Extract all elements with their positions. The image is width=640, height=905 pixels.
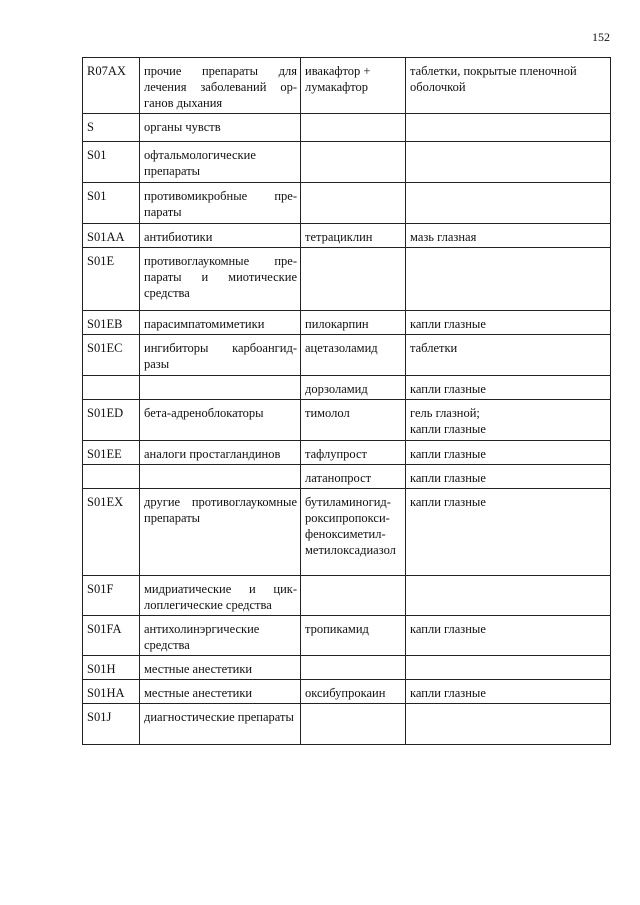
substance-cell: дорзоламид (301, 376, 406, 400)
pharm-group-cell (140, 465, 301, 489)
substance-cell: ивакафтор + лумакафтор (301, 58, 406, 114)
pharm-group-cell: местные анестетики (140, 656, 301, 680)
substance-cell (301, 114, 406, 142)
atc-code-cell: S01EB (83, 311, 140, 335)
pharm-group-cell: противоглаукомные препараты и миотические средства (140, 248, 301, 311)
pharm-group-cell: антихолинэргические средства (140, 616, 301, 656)
dosage-form-cell (406, 114, 611, 142)
dosage-form-cell: капли глазные (406, 680, 611, 704)
substance-cell (301, 142, 406, 183)
dosage-form-cell: капли глазные (406, 441, 611, 465)
substance-cell: бутиламиногидроксипропоксифеноксиметилметилоксадиазол (301, 489, 406, 576)
atc-code-cell: S01E (83, 248, 140, 311)
dosage-form-cell (406, 248, 611, 311)
pharm-group-cell: парасимпатомиметики (140, 311, 301, 335)
atc-code-cell: S01J (83, 704, 140, 745)
substance-cell (301, 656, 406, 680)
dosage-form-cell (406, 656, 611, 680)
table-row (83, 400, 611, 441)
pharm-group-cell: аналоги простагландинов (140, 441, 301, 465)
table-row (83, 58, 611, 114)
table-row (83, 704, 611, 745)
pharm-group-cell: местные анестетики (140, 680, 301, 704)
pharm-group-cell: диагностические препараты (140, 704, 301, 745)
pharm-group-cell: противомикробные препараты (140, 183, 301, 224)
table-row (83, 224, 611, 248)
pharm-group-cell: антибиотики (140, 224, 301, 248)
atc-code-cell: S01HA (83, 680, 140, 704)
table-row (83, 114, 611, 142)
dosage-form-cell: мазь глазная (406, 224, 611, 248)
table-row (83, 248, 611, 311)
pharm-group-cell: прочие препараты для лечения заболеваний органов дыхания (140, 58, 301, 114)
atc-code-cell: S01F (83, 576, 140, 616)
atc-code-cell: S01AA (83, 224, 140, 248)
substance-cell: пилокарпин (301, 311, 406, 335)
pharm-group-cell: органы чувств (140, 114, 301, 142)
pharm-group-cell: ингибиторы карбоангидразы (140, 335, 301, 376)
substance-cell (301, 704, 406, 745)
dosage-form-cell: гель глазной; капли глазные (406, 400, 611, 441)
dosage-form-cell (406, 183, 611, 224)
atc-code-cell: R07AX (83, 58, 140, 114)
table-row (83, 142, 611, 183)
atc-code-cell (83, 465, 140, 489)
pharm-group-cell (140, 376, 301, 400)
dosage-form-cell: капли глазные (406, 311, 611, 335)
drug-table (82, 57, 611, 745)
pharm-group-cell: мидриатические и циклоплегические средства (140, 576, 301, 616)
table-row (83, 183, 611, 224)
table-row (83, 616, 611, 656)
dosage-form-cell: капли глазные (406, 465, 611, 489)
table-row (83, 465, 611, 489)
substance-cell: тафлупрост (301, 441, 406, 465)
dosage-form-cell: капли глазные (406, 616, 611, 656)
table-row (83, 441, 611, 465)
atc-code-cell: S01EC (83, 335, 140, 376)
substance-cell: тимолол (301, 400, 406, 441)
dosage-form-cell: таблетки (406, 335, 611, 376)
dosage-form-cell (406, 142, 611, 183)
atc-code-cell: S01EE (83, 441, 140, 465)
substance-cell (301, 183, 406, 224)
table-row (83, 576, 611, 616)
atc-code-cell: S01 (83, 142, 140, 183)
atc-code-cell: S01FA (83, 616, 140, 656)
atc-code-cell: S01EX (83, 489, 140, 576)
substance-cell: ацетазоламид (301, 335, 406, 376)
dosage-form-cell: таблетки, покрытые пленочной оболочкой (406, 58, 611, 114)
atc-code-cell: S01H (83, 656, 140, 680)
dosage-form-cell: капли глазные (406, 489, 611, 576)
atc-code-cell (83, 376, 140, 400)
dosage-form-cell: капли глазные (406, 376, 611, 400)
table-row (83, 680, 611, 704)
substance-cell (301, 576, 406, 616)
atc-code-cell: S01ED (83, 400, 140, 441)
pharm-group-cell: бета-адреноблокаторы (140, 400, 301, 441)
table-row (83, 656, 611, 680)
table-row (83, 311, 611, 335)
pharm-group-cell: офтальмологические препараты (140, 142, 301, 183)
atc-code-cell: S01 (83, 183, 140, 224)
table-row (83, 376, 611, 400)
dosage-form-cell (406, 576, 611, 616)
substance-cell (301, 248, 406, 311)
atc-code-cell: S (83, 114, 140, 142)
substance-cell: оксибупрокаин (301, 680, 406, 704)
substance-cell: тропикамид (301, 616, 406, 656)
substance-cell: латанопрост (301, 465, 406, 489)
substance-cell: тетрациклин (301, 224, 406, 248)
page-number: 152 (592, 30, 610, 44)
table-row (83, 335, 611, 376)
pharm-group-cell: другие противоглаукомные препараты (140, 489, 301, 576)
table-row (83, 489, 611, 576)
dosage-form-cell (406, 704, 611, 745)
